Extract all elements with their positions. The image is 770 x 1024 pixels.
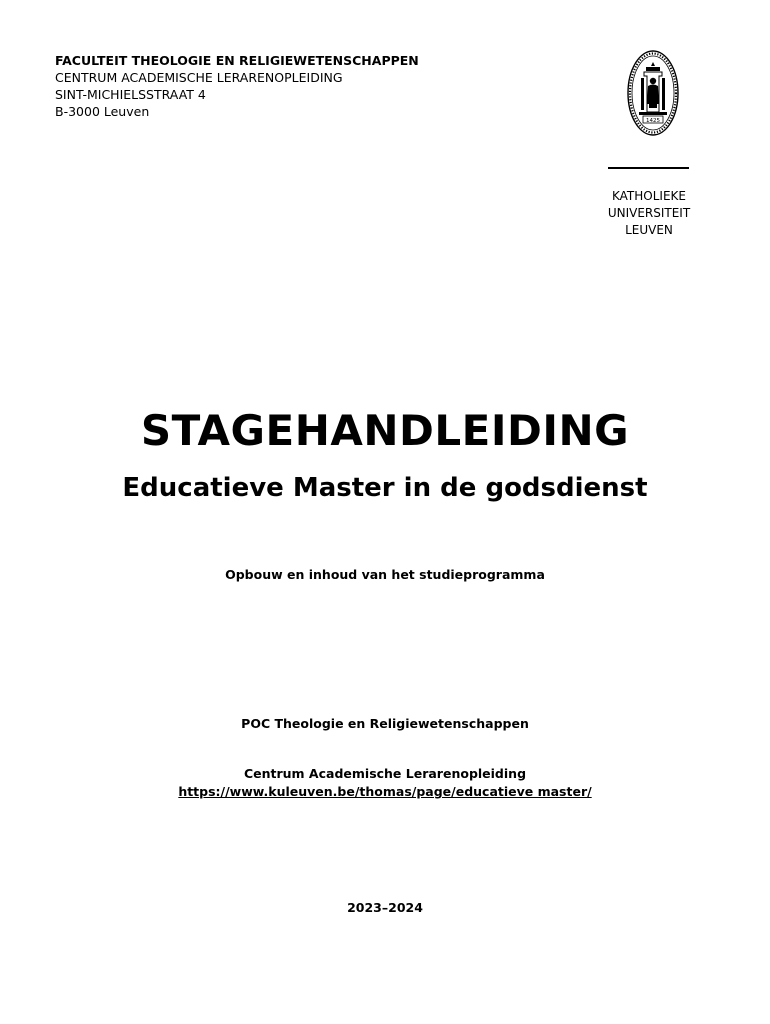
- university-name-line3: LEUVEN: [625, 223, 673, 237]
- university-name-block: [598, 188, 700, 239]
- seal-divider: [608, 167, 689, 169]
- program-url-link[interactable]: https://www.kuleuven.be/thomas/page/educatieve master/: [178, 784, 592, 799]
- faculty-name: FACULTEIT THEOLOGIE EN RELIGIEWETENSCHAPPEN: [55, 53, 419, 68]
- city-address: B-3000 Leuven: [55, 104, 150, 119]
- ku-leuven-seal-icon: [626, 48, 680, 138]
- document-title: STAGEHANDLEIDING: [140, 406, 630, 455]
- poc-name: POC Theologie en Religiewetenschappen: [241, 716, 529, 731]
- program-description: Opbouw en inhoud van het studieprogramma: [225, 567, 545, 582]
- seal-year-text: 1425: [646, 118, 660, 124]
- street-address: SINT-MICHIELSSTRAAT 4: [55, 87, 206, 102]
- document-subtitle: Educatieve Master in de godsdienst: [122, 473, 648, 503]
- centrum-name: Centrum Academische Lerarenopleiding: [243, 766, 527, 781]
- academic-year: 2023–2024: [347, 900, 423, 915]
- university-name-line2: UNIVERSITEIT: [607, 206, 691, 220]
- centre-name: CENTRUM ACADEMISCHE LERARENOPLEIDING: [55, 70, 343, 85]
- university-name-line1: KATHOLIEKE: [612, 189, 686, 203]
- faculty-address-block: [55, 52, 419, 120]
